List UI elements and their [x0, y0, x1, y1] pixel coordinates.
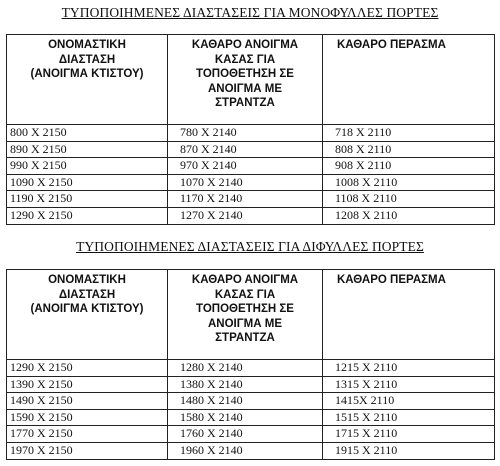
passage-cell: 808 X 2110 — [323, 141, 495, 158]
double-doors-title: ΤΥΠΟΠΟΙΗΜΕΝΕΣ ΔΙΑΣΤΑΣΕΙΣ ΓΙΑ ΔΙΦΥΛΛΕΣ ΠΟΡΤΕΣ — [76, 239, 424, 254]
passage-cell: 1415X 2110 — [323, 393, 495, 410]
header-clear-passage — [323, 35, 495, 125]
table-row — [7, 158, 495, 175]
header-line: ΔΙΑΣΤΑΣΗ — [58, 53, 116, 66]
table-row — [7, 426, 495, 443]
nominal-cell: 1190 X 2150 — [7, 191, 168, 208]
header-line: ΚΑΣΑΣ ΓΙΑ — [214, 53, 276, 66]
header-line: ΣΤΡΑΝΤΖΑ — [215, 332, 275, 345]
header-line: ΚΑΘΑΡΟ ΠΕΡΑΣΜΑ — [337, 274, 446, 286]
frame-cell: 1480 X 2140 — [168, 393, 323, 410]
header-clear-passage — [323, 270, 495, 360]
nominal-cell: 990 X 2150 — [7, 158, 168, 175]
nominal-cell: 800 X 2150 — [7, 125, 168, 142]
nominal-cell: 1290 X 2150 — [7, 207, 168, 224]
header-line: ΚΑΣΑΣ ΓΙΑ — [214, 288, 276, 301]
double-doors-table — [6, 269, 495, 460]
frame-cell: 1280 X 2140 — [168, 360, 323, 377]
header-line: ΑΝΟΙΓΜΑ ΜΕ — [208, 317, 282, 330]
frame-cell: 870 X 2140 — [168, 141, 323, 158]
single-doors-title: ΤΥΠΟΠΟΙΗΜΕΝΕΣ ΔΙΑΣΤΑΣΕΙΣ ΓΙΑ ΜΟΝΟΦΥΛΛΕΣ ΠΟΡΤΕΣ — [61, 5, 439, 20]
header-line: ΔΙΑΣΤΑΣΗ — [58, 288, 116, 301]
header-frame-opening — [168, 35, 323, 125]
nominal-cell: 1090 X 2150 — [7, 174, 168, 191]
passage-cell: 1515 X 2110 — [323, 409, 495, 426]
frame-cell: 1170 X 2140 — [168, 191, 323, 208]
frame-cell: 1760 X 2140 — [168, 426, 323, 443]
passage-cell: 1108 X 2110 — [323, 191, 495, 208]
header-line: ΚΑΘΑΡΟ ΑΝΟΙΓΜΑ — [191, 274, 299, 286]
header-nominal-dimension — [7, 270, 168, 360]
passage-cell: 718 X 2110 — [323, 125, 495, 142]
nominal-cell: 1770 X 2150 — [7, 426, 168, 443]
table-row — [7, 191, 495, 208]
table-row — [7, 141, 495, 158]
header-line: ΤΟΠΟΘΕΤΗΣΗ ΣΕ — [196, 303, 294, 316]
frame-cell: 780 X 2140 — [168, 125, 323, 142]
header-line: (ΑΝΟΙΓΜΑ ΚΤΙΣΤΟΥ) — [30, 303, 144, 316]
table-row — [7, 174, 495, 191]
passage-cell: 1315 X 2110 — [323, 376, 495, 393]
table-row — [7, 125, 495, 142]
passage-cell: 1208 X 2110 — [323, 207, 495, 224]
passage-cell: 1008 X 2110 — [323, 174, 495, 191]
nominal-cell: 1290 X 2150 — [7, 360, 168, 377]
frame-cell: 1960 X 2140 — [168, 442, 323, 459]
header-line: ΤΟΠΟΘΕΤΗΣΗ ΣΕ — [196, 68, 294, 81]
header-frame-opening — [168, 270, 323, 360]
header-line: ΚΑΘΑΡΟ ΑΝΟΙΓΜΑ — [191, 39, 299, 51]
frame-cell: 1270 X 2140 — [168, 207, 323, 224]
table-row — [7, 376, 495, 393]
passage-cell: 1915 X 2110 — [323, 442, 495, 459]
table-row — [7, 409, 495, 426]
table-header-row — [7, 35, 495, 125]
header-line: ΟΝΟΜΑΣΤΙΚΗ — [48, 39, 126, 51]
nominal-cell: 1390 X 2150 — [7, 376, 168, 393]
table-row — [7, 360, 495, 377]
frame-cell: 1380 X 2140 — [168, 376, 323, 393]
table-row — [7, 442, 495, 459]
header-line: ΟΝΟΜΑΣΤΙΚΗ — [48, 274, 126, 286]
nominal-cell: 1590 X 2150 — [7, 409, 168, 426]
header-line: ΑΝΟΙΓΜΑ ΜΕ — [208, 82, 282, 95]
header-line: ΣΤΡΑΝΤΖΑ — [215, 97, 275, 110]
passage-cell: 1215 X 2110 — [323, 360, 495, 377]
header-nominal-dimension — [7, 35, 168, 125]
frame-cell: 1070 X 2140 — [168, 174, 323, 191]
passage-cell: 1715 X 2110 — [323, 426, 495, 443]
table-row — [7, 393, 495, 410]
table-row — [7, 207, 495, 224]
frame-cell: 1580 X 2140 — [168, 409, 323, 426]
nominal-cell: 890 X 2150 — [7, 141, 168, 158]
header-line: (ΑΝΟΙΓΜΑ ΚΤΙΣΤΟΥ) — [30, 68, 144, 81]
nominal-cell: 1490 X 2150 — [7, 393, 168, 410]
nominal-cell: 1970 X 2150 — [7, 442, 168, 459]
single-doors-table — [6, 34, 495, 225]
header-line: ΚΑΘΑΡΟ ΠΕΡΑΣΜΑ — [337, 39, 446, 51]
frame-cell: 970 X 2140 — [168, 158, 323, 175]
passage-cell: 908 X 2110 — [323, 158, 495, 175]
table-header-row — [7, 270, 495, 360]
